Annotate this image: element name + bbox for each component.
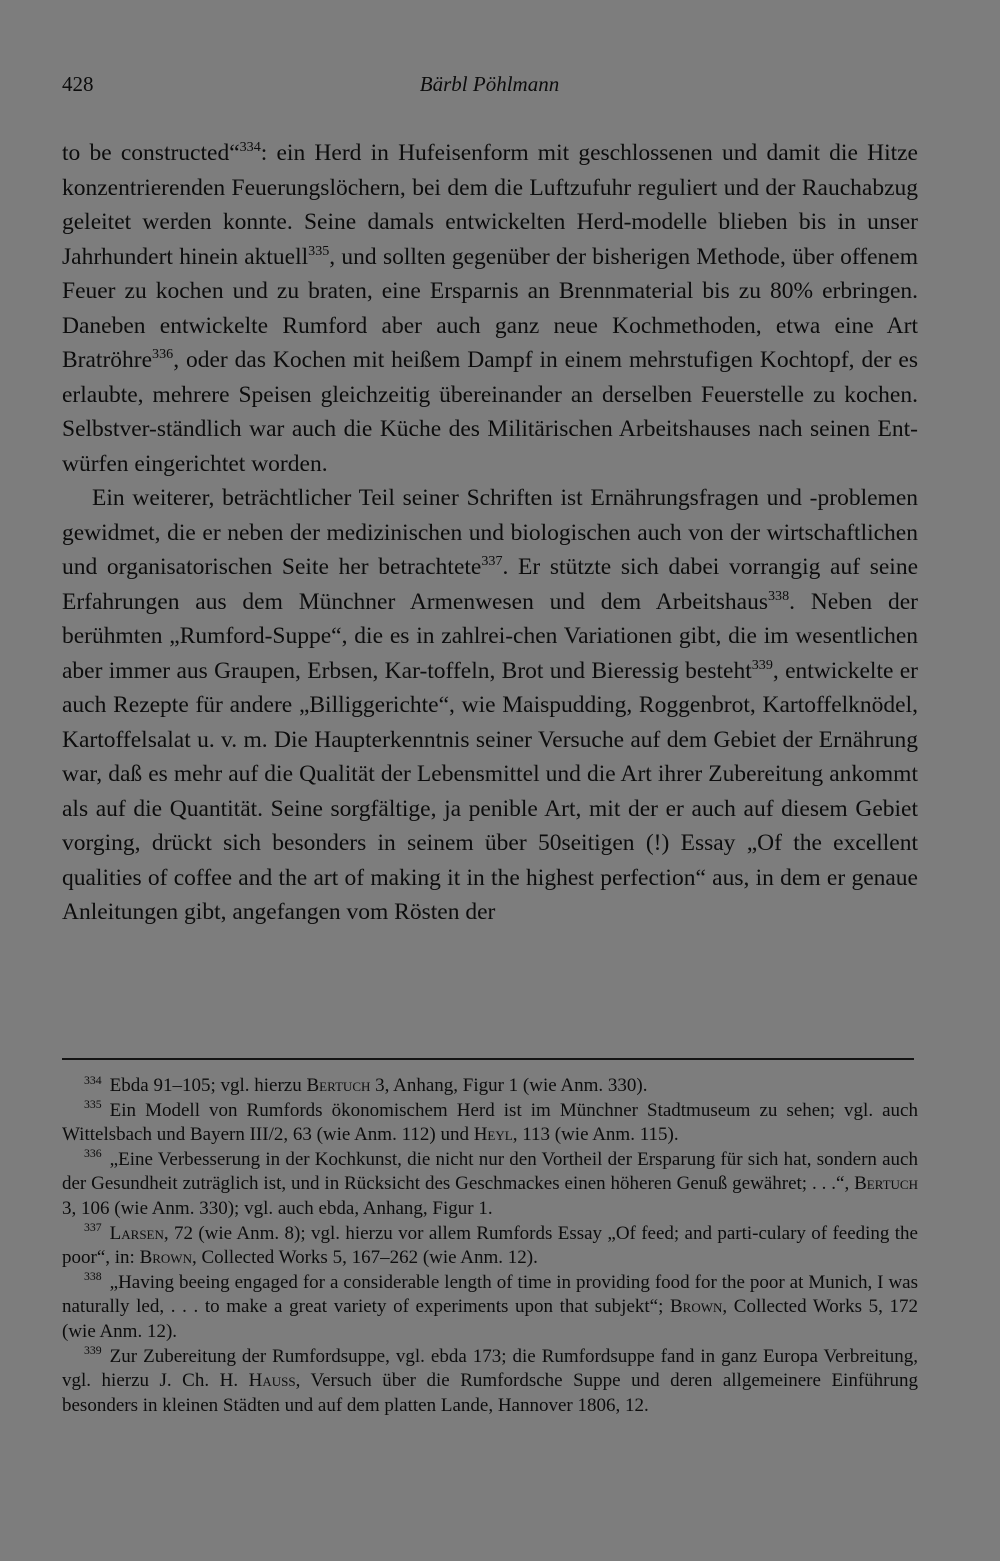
footnote-335: [62, 1099, 918, 1148]
footnote-text: 3, Anhang, Figur 1 (wie Anm. 330).: [370, 1075, 648, 1096]
footnote-text: „Having beeing engaged for a considerable length of time in providing food for the poor at Munich, I was naturally led, . . . to make a great variety of experiments upon that subjekt“;: [62, 1271, 918, 1318]
footnote-ref-337[interactable]: 337: [481, 553, 503, 570]
footnote-text: , Collected Works 5, 172 (wie Anm. 12).: [62, 1296, 918, 1342]
author-name: Hauss: [248, 1370, 296, 1392]
author-name: Brown: [670, 1296, 723, 1318]
footnote-number: 337: [84, 1221, 102, 1235]
footnote-divider: [62, 1058, 914, 1060]
paragraph-2: [62, 481, 918, 930]
text-run: . Neben der berühmten „Rumford-Suppe“, die es in zahlrei-chen Variationen gibt, die im wesentlichen aber immer aus Graupen, Erbsen, Kar-toffeln, Brot und Bieressig besteht: [62, 588, 918, 684]
author-name: Bertuch: [854, 1173, 918, 1195]
footnote-ref-338[interactable]: 338: [767, 587, 790, 604]
footnote-text: Ebda 91–105; vgl. hierzu: [109, 1075, 307, 1096]
footnotes: [62, 1074, 918, 1418]
running-title: Bärbl Pöhlmann: [419, 72, 560, 96]
footnote-ref-334[interactable]: 334: [239, 139, 261, 156]
footnote-text: , Collected Works 5, 167–262 (wie Anm. 12).: [191, 1247, 538, 1269]
text-run: Ein weiterer, beträchtlicher Teil seiner Schriften ist Ernährungsfragen und -problemen gewidmet, die er neben der medizinischen und biologischen auch von der wirtschaftlichen und organisatorischen Seite her betrachtete: [62, 485, 918, 580]
text-run: , entwickelte er auch Rezepte für andere „Billiggerichte“, wie Maispudding, Roggenbrot, Kartoffelknödel, Kartoffelsalat u. v. m. Die Haupterkenntnis seiner Versuche auf dem Gebiet der Ernährung war, daß es mehr auf die Qualität der Lebensmittel und die Art ihrer Zubereitung ankommt als auf die Quantität. Seine sorgfältige, ja penible Art, mit der er auch auf diesem Gebiet vorging, drückt sich besonders in seinem über 50seitigen (!) Essay „Of the excellent qualities of coffee and the art of making it in the highest perfection“ aus, in dem er genaue Anleitungen gibt, angefangen vom Rösten der: [62, 657, 918, 925]
body-text: [62, 136, 918, 930]
page-number: 428: [62, 72, 94, 96]
footnote-ref-336[interactable]: 336: [152, 346, 174, 363]
footnote-number: 334: [84, 1073, 102, 1087]
footnote-337: [62, 1222, 918, 1271]
text-run: , oder das Kochen mit heißem Dampf in einem mehrstufigen Kochtopf, der es erlaubte, mehrere Speisen gleichzeitig übereinander an derselben Feuerstelle zu kochen. Selbstver-ständlich war auch die Küche des Militärischen Arbeitshauses nach seinen Ent-würfen eingerichtet worden.: [62, 347, 918, 477]
footnote-number: 338: [84, 1270, 102, 1284]
text-run: : ein Herd in Hufeisenform mit geschlossenen und damit die Hitze konzentrierenden Feuerungslöchern, bei dem die Luftzufuhr reguliert und der Rauchabzug geleitet werden konnte. Seine damals entwickelten Herd-modelle blieben bis in unser Jahrhundert hinein aktuell: [62, 140, 918, 270]
text-run: . Er stützte sich dabei vorrangig auf seine Erfahrungen aus dem Münchner Armenwesen und dem Arbeitshaus: [62, 554, 919, 615]
footnote-336: [62, 1148, 918, 1222]
running-head: [62, 72, 917, 102]
author-name: Bertuch: [306, 1075, 371, 1096]
paragraph-1: [62, 136, 918, 481]
footnote-text: Ein Modell von Rumfords ökonomischem Herd ist im Münchner Stadtmuseum zu sehen; vgl. auch Wittelsbach und Bayern III/2, 63 (wie Anm. 112) und: [62, 1099, 918, 1146]
footnote-338: [62, 1271, 918, 1345]
footnote-ref-335[interactable]: 335: [308, 242, 330, 259]
author-name: Brown: [139, 1247, 192, 1269]
footnote-text: 3, 106 (wie Anm. 330); vgl. auch ebda, Anhang, Figur 1.: [62, 1197, 493, 1219]
text-run: to be constructed“: [62, 140, 240, 166]
footnote-text: , Versuch über die Rumfordsche Suppe und deren allgemeinere Einführung besonders in kleinen Städten und auf dem platten Lande, Hannover 1806, 12.: [62, 1370, 918, 1416]
footnote-ref-339[interactable]: 339: [751, 656, 773, 673]
footnote-number: 339: [84, 1344, 102, 1358]
footnote-text: Zur Zubereitung der Rumfordsuppe, vgl. ebda 173; die Rumfordsuppe fand in ganz Europa Verbreitung, vgl. hierzu J. Ch. H.: [62, 1345, 918, 1392]
author-name: Larsen: [109, 1222, 164, 1244]
footnote-334: [62, 1074, 918, 1099]
author-name: Heyl: [473, 1124, 513, 1146]
text-run: , und sollten gegenüber der bisherigen Methode, über offenem Feuer zu kochen und zu braten, eine Ersparnis an Brennmaterial bis zu 80% erbringen. Daneben entwickelte Rumford aber auch ganz neue Kochmethoden, etwa eine Art Bratröhre: [62, 243, 918, 373]
footnote-number: 336: [84, 1147, 102, 1161]
footnote-text: , 113 (wie Anm. 115).: [512, 1124, 679, 1146]
footnote-text: , 72 (wie Anm. 8); vgl. hierzu vor allem Rumfords Essay „Of feed; and parti-culary of feeding the poor“, in:: [62, 1222, 918, 1269]
footnote-339: [62, 1345, 918, 1419]
footnote-text: „Eine Verbesserung in der Kochkunst, die nicht nur den Vortheil der Ersparung für sich hat, sondern auch der Gesundheit zuträglich ist, und in Rücksicht des Geschmackes einen höheren Genuß gewähret; . . .“,: [62, 1148, 918, 1195]
footnote-number: 335: [84, 1098, 102, 1112]
